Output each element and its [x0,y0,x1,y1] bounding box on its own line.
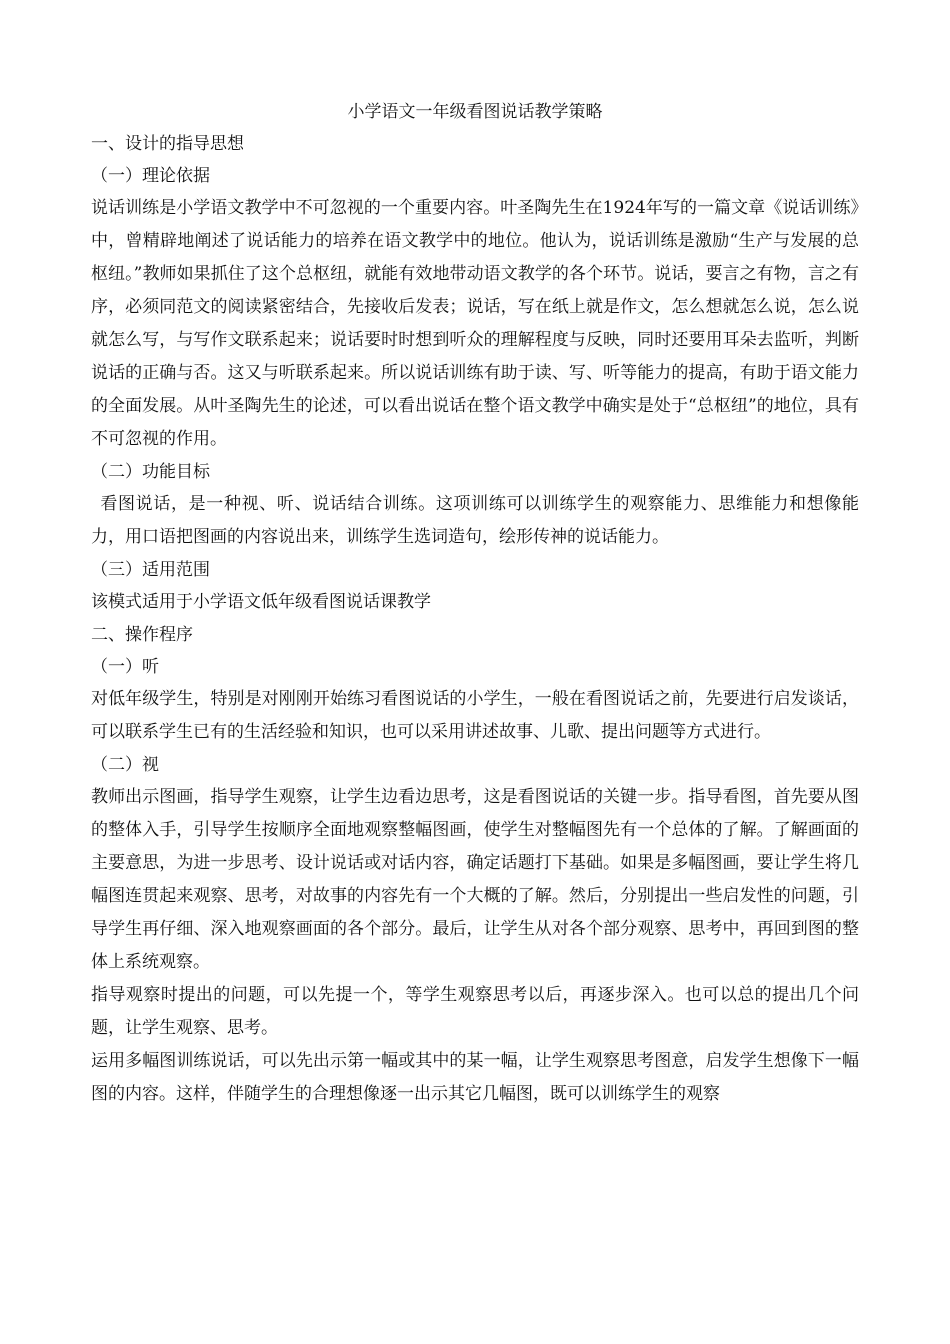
section-heading-1: 一、设计的指导思想 [91,134,244,154]
section-heading-2: 二、操作程序 [91,625,193,645]
paragraph-view-3: 运用多幅图训练说话，可以先出示第一幅或其中的某一幅，让学生观察思考图意，启发学生想像下一幅图的内容。这样，伴随学生的合理想像逐一出示其它几幅图，既可以训练学生的观察 [91,1051,859,1104]
paragraph-view-1: 教师出示图画，指导学生观察，让学生边看边思考，这是看图说话的关键一步。指导看图，首先要从图的整体入手，引导学生按顺序全面地观察整幅图画，使学生对整幅图先有一个总体的了解。了解画面的主要意思，为进一步思考、设计说话或对话内容，确定话题打下基础。如果是多幅图画，要让学生将几幅图连贯起来观察、思考，对故事的内容先有一个大概的了解。然后，分别提出一些启发性的问题，引导学生再仔细、深入地观察画面的各个部分。最后，让学生从对各个部分观察、思考中，再回到图的整体上系统观察。 [91,787,859,972]
document-title: 小学语文一年级看图说话教学策略 [347,102,603,122]
paragraph-view-2: 指导观察时提出的问题，可以先提一个，等学生观察思考以后，再逐步深入。也可以总的提出几个问题，让学生观察、思考。 [91,985,859,1038]
subsection-heading-theory: （一）理论依据 [91,166,210,186]
paragraph-scope: 该模式适用于小学语文低年级看图说话课教学 [91,592,431,612]
subsection-heading-view: （二）视 [91,755,159,775]
subsection-heading-listen: （一）听 [91,657,159,677]
paragraph-listen: 对低年级学生，特别是对刚刚开始练习看图说话的小学生，一般在看图说话之前，先要进行启发谈话，可以联系学生已有的生活经验和知识，也可以采用讲述故事、儿歌、提出问题等方式进行。 [91,689,859,742]
paragraph-theory: 说话训练是小学语文教学中不可忽视的一个重要内容。叶圣陶先生在1924年写的一篇文章《说话训练》中，曾精辟地阐述了说话能力的培养在语文教学中的地位。他认为，说话训练是激励“生产与发展的总枢纽。”教师如果抓住了这个总枢纽，就能有效地带动语文教学的各个环节。说话，要言之有物，言之有序，必须同范文的阅读紧密结合，先接收后发表；说话，写在纸上就是作文，怎么想就怎么说，怎么说就怎么写，与写作文联系起来；说话要时时想到听众的理解程度与反映，同时还要用耳朵去监听，判断说话的正确与否。这又与听联系起来。所以说话训练有助于读、写、听等能力的提高，有助于语文能力的全面发展。从叶圣陶先生的论述，可以看出说话在整个语文教学中确实是处于“总枢纽”的地位，具有不可忽视的作用。 [91,198,859,449]
subsection-heading-goals: （二）功能目标 [91,462,210,482]
document-page [91,96,859,1111]
subsection-heading-scope: （三）适用范围 [91,560,210,580]
paragraph-goals: 看图说话，是一种视、听、说话结合训练。这项训练可以训练学生的观察能力、思维能力和想像能力，用口语把图画的内容说出来，训练学生选词造句，绘形传神的说话能力。 [91,494,859,547]
